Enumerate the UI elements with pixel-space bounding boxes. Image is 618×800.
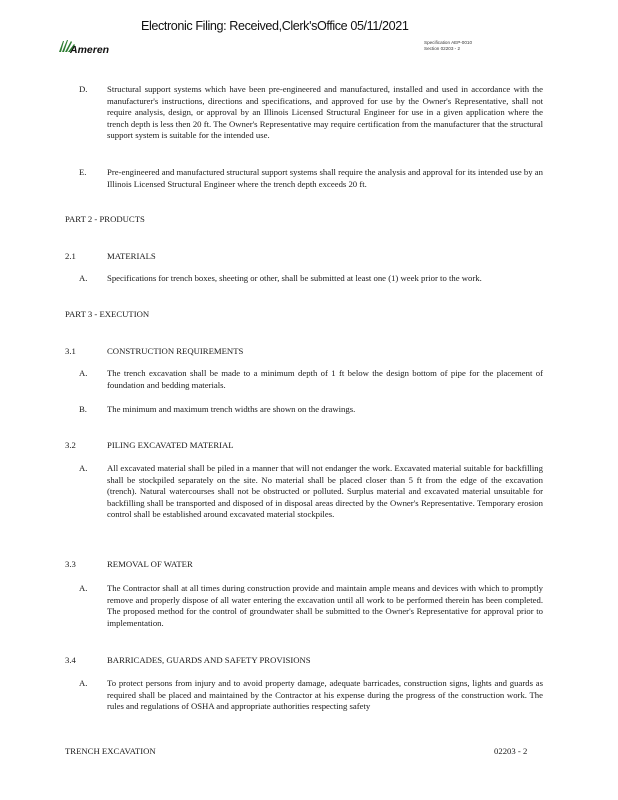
- section-number: 3.3: [65, 559, 76, 569]
- item-letter: A.: [79, 583, 88, 593]
- section-title: CONSTRUCTION REQUIREMENTS: [107, 346, 244, 356]
- logo-wordmark: Ameren: [70, 44, 110, 56]
- item-letter: D.: [79, 84, 88, 94]
- item-text: The Contractor shall at all times during construction provide and maintain ample means and devices with which to promptly remove and properly dispose of all water entering the excavation until all work to be performed therein has been completed. The proposed method for the control of groundwater shall be submitted to the Owner's Representative for approval prior to implementation.: [107, 583, 543, 628]
- item-letter: A.: [79, 678, 88, 688]
- item-letter: E.: [79, 167, 87, 177]
- part-title: PART 2 - PRODUCTS: [65, 214, 145, 224]
- item-text: All excavated material shall be piled in a manner that will not endanger the work. Excavated material suitable for backfilling shall be stockpiled separately on the site. No material shall be placed closer than 5 ft from the edge of the excavation (trench). Natural watercourses shall not be obstructed or polluted. Surplus material and excavated material unsuitable for backfilling shall be transported and disposed of in disposal areas directed by the Owner's Representative. Temporary erosion control shall be established around excavated material stockpiles.: [107, 463, 543, 520]
- section-title: MATERIALS: [107, 251, 156, 261]
- item-text: Specifications for trench boxes, sheeting or other, shall be submitted at least one (1) week prior to the work.: [107, 273, 482, 283]
- item-letter: A.: [79, 368, 88, 378]
- item-text: To protect persons from injury and to avoid property damage, adequate barricades, construction signs, lights and guards as required shall be placed and maintained by the Contractor at his expense during the progress of the construction work. The rules and regulations of OSHA and appropriate authorities respecting safety: [107, 678, 543, 712]
- section-number: 3.2: [65, 440, 76, 450]
- section-title: PILING EXCAVATED MATERIAL: [107, 440, 234, 450]
- section-number: 3.1: [65, 346, 76, 356]
- item-text: Pre-engineered and manufactured structural support systems shall require the analysis and approval for its intended use by an Illinois Licensed Structural Engineer where the trench depth exceeds 20 ft.: [107, 167, 543, 189]
- item-text: The minimum and maximum trench widths are shown on the drawings.: [107, 404, 356, 414]
- section-number: 3.4: [65, 655, 76, 665]
- section-number: 2.1: [65, 251, 76, 261]
- item-text: Structural support systems which have been pre-engineered and manufactured, installed and used in accordance with the manufacturer's instructions, directions and specifications, and approved for use by the Owner's Representative, shall not require analysis, design, or approval by an Illinois Licensed Structural Engineer for use in a given application where the trench depth is less then 20 ft. The Owner's Representative may require certification from the manufacturer that the structural support system is suitable for the intended use.: [107, 84, 543, 141]
- spec-ref-line-2: Section 02203 - 2: [424, 46, 461, 51]
- footer-section-title: TRENCH EXCAVATION: [65, 746, 156, 756]
- item-letter: B.: [79, 404, 87, 414]
- specification-reference: [424, 40, 472, 52]
- section-title: REMOVAL OF WATER: [107, 559, 193, 569]
- item-letter: A.: [79, 463, 88, 473]
- footer-page-number: 02203 - 2: [494, 746, 528, 756]
- ameren-logo: [57, 38, 127, 60]
- section-title: BARRICADES, GUARDS AND SAFETY PROVISIONS: [107, 655, 311, 665]
- filing-stamp: Electronic Filing: Received,Clerk'sOffice 05/11/2021: [141, 19, 409, 33]
- spec-ref-line-1: Specification AEP-0010: [424, 40, 473, 45]
- item-text: The trench excavation shall be made to a minimum depth of 1 ft below the design bottom of pipe for the placement of foundation and bedding materials.: [107, 368, 543, 390]
- item-letter: A.: [79, 273, 88, 283]
- part-title: PART 3 - EXECUTION: [65, 309, 150, 319]
